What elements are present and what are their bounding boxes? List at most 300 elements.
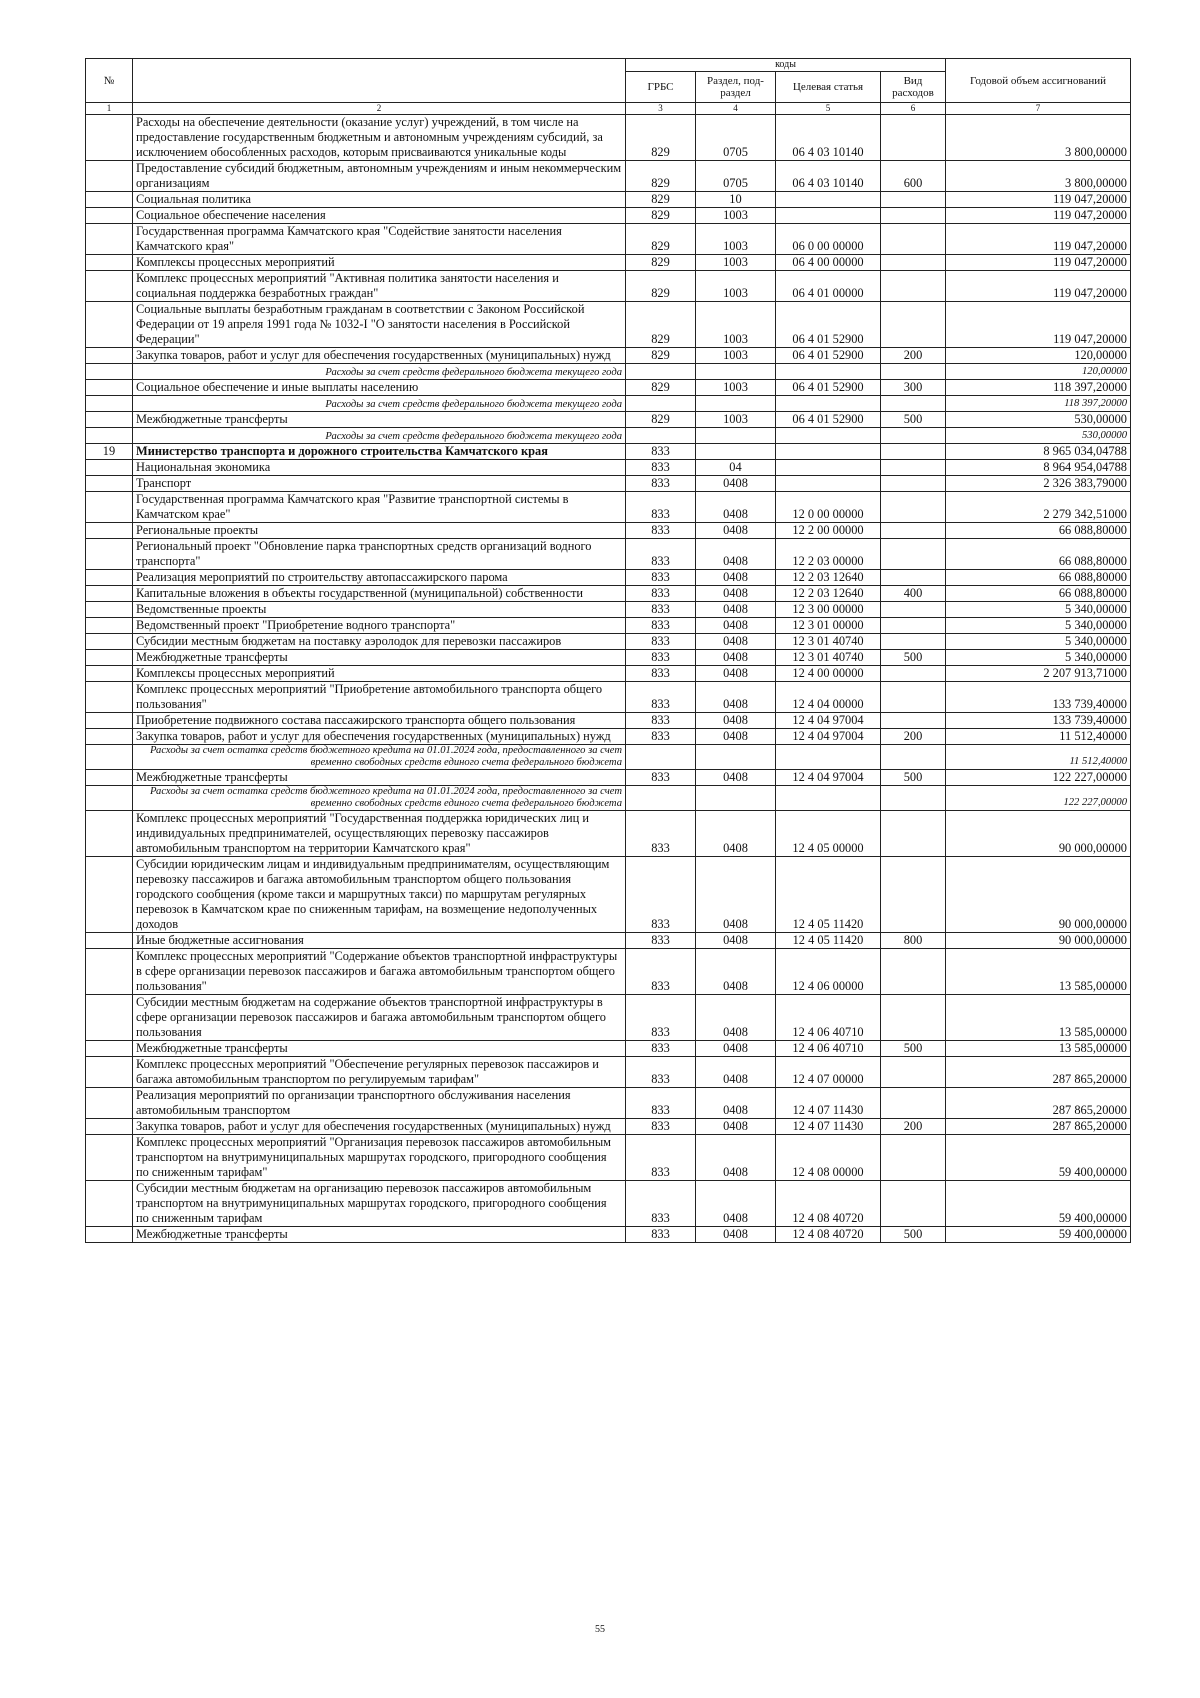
header-grbs: ГРБС: [626, 72, 696, 103]
row-number-cell: 19: [86, 444, 133, 460]
row-number-cell: [86, 255, 133, 271]
grbs-cell: 833: [626, 811, 696, 857]
column-number: 5: [776, 103, 881, 115]
expense-type-cell: [881, 523, 946, 539]
amount-cell: 118 397,20000: [946, 380, 1131, 396]
row-number-cell: [86, 995, 133, 1041]
note-text-cell: Расходы за счет средств федерального бюджета текущего года: [133, 364, 626, 380]
description-cell: Иные бюджетные ассигнования: [133, 933, 626, 949]
grbs-cell: 829: [626, 412, 696, 428]
amount-cell: 119 047,20000: [946, 224, 1131, 255]
row-number-cell: [86, 271, 133, 302]
grbs-cell: 833: [626, 523, 696, 539]
grbs-cell: 833: [626, 729, 696, 745]
table-row: [86, 380, 1131, 396]
target-article-cell: 12 4 08 40720: [776, 1181, 881, 1227]
expense-type-cell: [881, 224, 946, 255]
row-number-cell: [86, 192, 133, 208]
table-row: [86, 811, 1131, 857]
table-row: [86, 770, 1131, 786]
table-row: [86, 995, 1131, 1041]
amount-cell: 119 047,20000: [946, 192, 1131, 208]
target-article-cell: 12 4 06 40710: [776, 1041, 881, 1057]
amount-cell: 2 207 913,71000: [946, 666, 1131, 682]
section-cell: 04: [696, 460, 776, 476]
amount-cell: 2 279 342,51000: [946, 492, 1131, 523]
table-header: [86, 59, 1131, 115]
table-row: [86, 523, 1131, 539]
target-article-cell: 12 3 01 00000: [776, 618, 881, 634]
grbs-cell: 833: [626, 1227, 696, 1243]
row-number-cell: [86, 811, 133, 857]
target-article-cell: 12 4 05 11420: [776, 857, 881, 933]
amount-cell: 59 400,00000: [946, 1135, 1131, 1181]
row-number-cell: [86, 208, 133, 224]
grbs-cell: 833: [626, 770, 696, 786]
section-cell: [696, 364, 776, 380]
section-cell: [696, 745, 776, 770]
row-number-cell: [86, 933, 133, 949]
target-article-cell: 06 4 03 10140: [776, 161, 881, 192]
section-cell: 0408: [696, 1227, 776, 1243]
table-row: [86, 1119, 1131, 1135]
table-row: [86, 302, 1131, 348]
section-cell: 1003: [696, 412, 776, 428]
description-cell: Субсидии местным бюджетам на поставку аэролодок для перевозки пассажиров: [133, 634, 626, 650]
grbs-cell: [626, 396, 696, 412]
amount-cell: 66 088,80000: [946, 570, 1131, 586]
section-cell: 0408: [696, 1135, 776, 1181]
grbs-cell: 833: [626, 1057, 696, 1088]
amount-cell: 120,00000: [946, 348, 1131, 364]
description-cell: Региональные проекты: [133, 523, 626, 539]
description-cell: Социальное обеспечение населения: [133, 208, 626, 224]
table-row: [86, 476, 1131, 492]
row-number-cell: [86, 745, 133, 770]
table-row: [86, 224, 1131, 255]
amount-cell: 5 340,00000: [946, 650, 1131, 666]
header-annual-volume: Годовой объем ассигнований: [946, 59, 1131, 103]
description-cell: Региональный проект "Обновление парка транспортных средств организаций водного транспорта": [133, 539, 626, 570]
section-cell: 1003: [696, 302, 776, 348]
amount-cell: 66 088,80000: [946, 523, 1131, 539]
description-cell: Государственная программа Камчатского края "Развитие транспортной системы в Камчатском крае": [133, 492, 626, 523]
row-number-cell: [86, 666, 133, 682]
grbs-cell: 829: [626, 192, 696, 208]
grbs-cell: 833: [626, 634, 696, 650]
expense-type-cell: 500: [881, 650, 946, 666]
amount-cell: 90 000,00000: [946, 811, 1131, 857]
description-cell: Реализация мероприятий по организации транспортного обслуживания населения автомобильным транспортом: [133, 1088, 626, 1119]
description-cell: Расходы на обеспечение деятельности (оказание услуг) учреждений, в том числе на предоставление государственным бюджетным и автономным учреждениям субсидий, за исключением обособленных расходов, которым присваиваются уникальные коды: [133, 115, 626, 161]
section-cell: 0408: [696, 682, 776, 713]
table-row: [86, 208, 1131, 224]
row-number-cell: [86, 857, 133, 933]
description-cell: Межбюджетные трансферты: [133, 650, 626, 666]
table-row: [86, 192, 1131, 208]
row-number-cell: [86, 682, 133, 713]
grbs-cell: 829: [626, 224, 696, 255]
target-article-cell: 06 4 03 10140: [776, 115, 881, 161]
grbs-cell: [626, 786, 696, 811]
grbs-cell: 833: [626, 1119, 696, 1135]
description-cell: Социальная политика: [133, 192, 626, 208]
amount-cell: 5 340,00000: [946, 602, 1131, 618]
table-row: [86, 586, 1131, 602]
table-row: [86, 348, 1131, 364]
row-number-cell: [86, 348, 133, 364]
target-article-cell: 12 3 01 40740: [776, 634, 881, 650]
row-number-cell: [86, 618, 133, 634]
section-cell: 0408: [696, 602, 776, 618]
grbs-cell: 833: [626, 995, 696, 1041]
header-expense-type: Вид расходов: [881, 72, 946, 103]
target-article-cell: 12 2 03 12640: [776, 570, 881, 586]
target-article-cell: 12 2 03 00000: [776, 539, 881, 570]
table-row: [86, 255, 1131, 271]
grbs-cell: 833: [626, 539, 696, 570]
table-row: [86, 115, 1131, 161]
target-article-cell: 12 3 01 40740: [776, 650, 881, 666]
column-number: 1: [86, 103, 133, 115]
row-number-cell: [86, 602, 133, 618]
row-number-cell: [86, 1088, 133, 1119]
expense-type-cell: [881, 1135, 946, 1181]
table-row: [86, 539, 1131, 570]
grbs-cell: 833: [626, 586, 696, 602]
target-article-cell: 12 4 04 00000: [776, 682, 881, 713]
section-cell: 0408: [696, 933, 776, 949]
expense-type-cell: [881, 570, 946, 586]
funding-note-row: [86, 745, 1131, 770]
grbs-cell: 833: [626, 476, 696, 492]
note-text-cell: Расходы за счет средств федерального бюджета текущего года: [133, 396, 626, 412]
amount-cell: 287 865,20000: [946, 1057, 1131, 1088]
note-text-cell: Расходы за счет средств федерального бюджета текущего года: [133, 428, 626, 444]
grbs-cell: 833: [626, 933, 696, 949]
amount-cell: 8 964 954,04788: [946, 460, 1131, 476]
table-row: [86, 634, 1131, 650]
amount-cell: 13 585,00000: [946, 949, 1131, 995]
table-row: [86, 666, 1131, 682]
budget-table: [85, 58, 1131, 1243]
table-row: [86, 1088, 1131, 1119]
expense-type-cell: 600: [881, 161, 946, 192]
description-cell: Предоставление субсидий бюджетным, автономным учреждениям и иным некоммерческим организациям: [133, 161, 626, 192]
description-cell: Комплекс процессных мероприятий "Приобретение автомобильного транспорта общего пользования": [133, 682, 626, 713]
section-cell: 0408: [696, 1181, 776, 1227]
section-cell: 1003: [696, 208, 776, 224]
target-article-cell: 06 4 01 52900: [776, 412, 881, 428]
table-row: [86, 602, 1131, 618]
section-cell: 0408: [696, 949, 776, 995]
section-cell: 0705: [696, 115, 776, 161]
section-cell: 0408: [696, 492, 776, 523]
target-article-cell: 12 4 04 97004: [776, 729, 881, 745]
section-cell: [696, 786, 776, 811]
expense-type-cell: [881, 1088, 946, 1119]
expense-type-cell: [881, 857, 946, 933]
description-cell: Субсидии местным бюджетам на организацию перевозок пассажиров автомобильным транспортом на внутримуниципальных маршрутах городского, пригородного сообщения по сниженным тарифам: [133, 1181, 626, 1227]
target-article-cell: 12 3 00 00000: [776, 602, 881, 618]
amount-cell: 119 047,20000: [946, 208, 1131, 224]
description-cell: Ведомственный проект "Приобретение водного транспорта": [133, 618, 626, 634]
grbs-cell: 829: [626, 271, 696, 302]
row-number-cell: [86, 396, 133, 412]
amount-cell: 13 585,00000: [946, 995, 1131, 1041]
column-number: 4: [696, 103, 776, 115]
section-cell: 0408: [696, 476, 776, 492]
expense-type-cell: [881, 492, 946, 523]
target-article-cell: 12 0 00 00000: [776, 492, 881, 523]
section-cell: 0408: [696, 586, 776, 602]
target-article-cell: [776, 786, 881, 811]
table-row: [86, 682, 1131, 713]
note-text-cell: Расходы за счет остатка средств бюджетного кредита на 01.01.2024 года, предоставленного за счет временно свободных средств единого счета федерального бюджета: [133, 745, 626, 770]
expense-type-cell: 500: [881, 770, 946, 786]
row-number-cell: [86, 460, 133, 476]
section-cell: [696, 428, 776, 444]
target-article-cell: 06 4 00 00000: [776, 255, 881, 271]
grbs-cell: 833: [626, 682, 696, 713]
section-cell: 1003: [696, 224, 776, 255]
grbs-cell: 833: [626, 1088, 696, 1119]
target-article-cell: 12 4 05 00000: [776, 811, 881, 857]
section-cell: [696, 396, 776, 412]
grbs-cell: 829: [626, 208, 696, 224]
row-number-cell: [86, 1119, 133, 1135]
description-cell: Закупка товаров, работ и услуг для обеспечения государственных (муниципальных) нужд: [133, 729, 626, 745]
amount-cell: 133 739,40000: [946, 713, 1131, 729]
amount-cell: 530,00000: [946, 412, 1131, 428]
section-cell: 0408: [696, 729, 776, 745]
table-row: [86, 460, 1131, 476]
target-article-cell: 12 4 00 00000: [776, 666, 881, 682]
row-number-cell: [86, 1181, 133, 1227]
amount-cell: 287 865,20000: [946, 1088, 1131, 1119]
row-number-cell: [86, 650, 133, 666]
target-article-cell: [776, 460, 881, 476]
amount-cell: 59 400,00000: [946, 1181, 1131, 1227]
row-number-cell: [86, 364, 133, 380]
expense-type-cell: [881, 713, 946, 729]
expense-type-cell: [881, 364, 946, 380]
row-number-cell: [86, 1057, 133, 1088]
expense-type-cell: [881, 745, 946, 770]
grbs-cell: [626, 745, 696, 770]
amount-cell: 66 088,80000: [946, 586, 1131, 602]
expense-type-cell: [881, 444, 946, 460]
table-body: [86, 115, 1131, 1243]
amount-cell: 11 512,40000: [946, 729, 1131, 745]
table-row: [86, 949, 1131, 995]
target-article-cell: 06 4 01 52900: [776, 380, 881, 396]
grbs-cell: 829: [626, 255, 696, 271]
grbs-cell: 829: [626, 161, 696, 192]
row-number-cell: [86, 570, 133, 586]
description-cell: Субсидии юридическим лицам и индивидуальным предпринимателям, осуществляющим перевозку пассажиров и багажа автомобильным транспортом общего пользования городского сообщения (кроме такси и маршрутных такси) по маршрутам регулярных перевозок в Камчатском крае по сниженным тарифам, на возмещение недополученных доходов: [133, 857, 626, 933]
expense-type-cell: 500: [881, 1041, 946, 1057]
amount-cell: 5 340,00000: [946, 634, 1131, 650]
row-number-cell: [86, 729, 133, 745]
section-cell: 0408: [696, 650, 776, 666]
expense-type-cell: [881, 115, 946, 161]
description-cell: Комплекс процессных мероприятий "Организация перевозок пассажиров автомобильным транспортом на внутримуниципальных маршрутах городского, пригородного сообщения по сниженным тарифам": [133, 1135, 626, 1181]
note-amount-cell: 120,00000: [946, 364, 1131, 380]
target-article-cell: 12 4 07 11430: [776, 1088, 881, 1119]
expense-type-cell: [881, 208, 946, 224]
target-article-cell: 06 4 01 00000: [776, 271, 881, 302]
section-cell: 1003: [696, 271, 776, 302]
description-cell: Комплекс процессных мероприятий "Активная политика занятости населения и социальная поддержка безработных граждан": [133, 271, 626, 302]
expense-type-cell: [881, 1181, 946, 1227]
row-number-cell: [86, 586, 133, 602]
table-row: [86, 933, 1131, 949]
expense-type-cell: [881, 428, 946, 444]
target-article-cell: [776, 745, 881, 770]
expense-type-cell: [881, 192, 946, 208]
description-cell: Межбюджетные трансферты: [133, 1227, 626, 1243]
note-text-cell: Расходы за счет остатка средств бюджетного кредита на 01.01.2024 года, предоставленного за счет временно свободных средств единого счета федерального бюджета: [133, 786, 626, 811]
description-cell: Транспорт: [133, 476, 626, 492]
expense-type-cell: 500: [881, 412, 946, 428]
table-row: [86, 857, 1131, 933]
expense-type-cell: [881, 811, 946, 857]
target-article-cell: 06 4 01 52900: [776, 302, 881, 348]
description-cell: Национальная экономика: [133, 460, 626, 476]
row-number-cell: [86, 1135, 133, 1181]
section-cell: 0408: [696, 1057, 776, 1088]
row-number-cell: [86, 492, 133, 523]
expense-type-cell: [881, 786, 946, 811]
section-cell: 0408: [696, 857, 776, 933]
row-number-cell: [86, 380, 133, 396]
amount-cell: 90 000,00000: [946, 857, 1131, 933]
page-number: 55: [595, 1624, 605, 1635]
table-row: [86, 1057, 1131, 1088]
target-article-cell: 12 2 03 12640: [776, 586, 881, 602]
amount-cell: 59 400,00000: [946, 1227, 1131, 1243]
expense-type-cell: 300: [881, 380, 946, 396]
table-row: [86, 729, 1131, 745]
description-cell: Закупка товаров, работ и услуг для обеспечения государственных (муниципальных) нужд: [133, 1119, 626, 1135]
description-cell: Комплексы процессных мероприятий: [133, 255, 626, 271]
header-target-article: Целевая статья: [776, 72, 881, 103]
note-amount-cell: 118 397,20000: [946, 396, 1131, 412]
column-numbers-row: [86, 103, 1131, 115]
amount-cell: 133 739,40000: [946, 682, 1131, 713]
target-article-cell: 12 4 05 11420: [776, 933, 881, 949]
target-article-cell: 12 4 08 40720: [776, 1227, 881, 1243]
expense-type-cell: [881, 602, 946, 618]
amount-cell: 13 585,00000: [946, 1041, 1131, 1057]
grbs-cell: 833: [626, 444, 696, 460]
expense-type-cell: [881, 539, 946, 570]
funding-note-row: [86, 786, 1131, 811]
section-cell: 0408: [696, 523, 776, 539]
section-cell: 0408: [696, 666, 776, 682]
expense-type-cell: [881, 476, 946, 492]
table-row: [86, 1135, 1131, 1181]
table-row: [86, 271, 1131, 302]
section-cell: 0408: [696, 634, 776, 650]
description-cell: Министерство транспорта и дорожного строительства Камчатского края: [133, 444, 626, 460]
expense-type-cell: 400: [881, 586, 946, 602]
target-article-cell: [776, 476, 881, 492]
amount-cell: 90 000,00000: [946, 933, 1131, 949]
description-cell: Межбюджетные трансферты: [133, 412, 626, 428]
table-row: [86, 618, 1131, 634]
grbs-cell: 833: [626, 949, 696, 995]
note-amount-cell: 11 512,40000: [946, 745, 1131, 770]
grbs-cell: 833: [626, 570, 696, 586]
funding-note-row: [86, 428, 1131, 444]
grbs-cell: 833: [626, 618, 696, 634]
description-cell: Комплекс процессных мероприятий "Государственная поддержка юридических лиц и индивидуальных предпринимателей, осуществляющих перевозку пассажиров автомобильным транспортом на территории Камчатского края": [133, 811, 626, 857]
amount-cell: 66 088,80000: [946, 539, 1131, 570]
target-article-cell: 06 4 01 52900: [776, 348, 881, 364]
expense-type-cell: [881, 271, 946, 302]
description-cell: Закупка товаров, работ и услуг для обеспечения государственных (муниципальных) нужд: [133, 348, 626, 364]
grbs-cell: 829: [626, 115, 696, 161]
table-row: [86, 570, 1131, 586]
target-article-cell: [776, 364, 881, 380]
header-section: Раздел, под-раздел: [696, 72, 776, 103]
table-row: [86, 161, 1131, 192]
description-cell: Государственная программа Камчатского края "Содействие занятости населения Камчатского края": [133, 224, 626, 255]
row-number-cell: [86, 1041, 133, 1057]
amount-cell: 2 326 383,79000: [946, 476, 1131, 492]
description-cell: Субсидии местным бюджетам на содержание объектов транспортной инфраструктуры в сфере организации перевозок пассажиров и багажа автомобильным транспортом общего пользования: [133, 995, 626, 1041]
table-row: [86, 1181, 1131, 1227]
target-article-cell: 06 0 00 00000: [776, 224, 881, 255]
description-cell: Реализация мероприятий по строительству автопассажирского парома: [133, 570, 626, 586]
expense-type-cell: 500: [881, 1227, 946, 1243]
description-cell: Ведомственные проекты: [133, 602, 626, 618]
expense-type-cell: [881, 618, 946, 634]
target-article-cell: 12 4 08 00000: [776, 1135, 881, 1181]
note-amount-cell: 122 227,00000: [946, 786, 1131, 811]
amount-cell: 119 047,20000: [946, 271, 1131, 302]
row-number-cell: [86, 634, 133, 650]
section-cell: 10: [696, 192, 776, 208]
description-cell: Приобретение подвижного состава пассажирского транспорта общего пользования: [133, 713, 626, 729]
amount-cell: 3 800,00000: [946, 115, 1131, 161]
target-article-cell: [776, 208, 881, 224]
grbs-cell: 833: [626, 492, 696, 523]
expense-type-cell: [881, 682, 946, 713]
target-article-cell: 12 4 06 40710: [776, 995, 881, 1041]
row-number-cell: [86, 770, 133, 786]
amount-cell: 5 340,00000: [946, 618, 1131, 634]
expense-type-cell: [881, 634, 946, 650]
table-row: [86, 650, 1131, 666]
target-article-cell: 12 4 07 11430: [776, 1119, 881, 1135]
row-number-cell: [86, 161, 133, 192]
grbs-cell: 833: [626, 857, 696, 933]
expense-type-cell: 200: [881, 348, 946, 364]
expense-type-cell: [881, 1057, 946, 1088]
budget-table-container: [85, 58, 1130, 1243]
section-cell: 1003: [696, 255, 776, 271]
section-cell: [696, 444, 776, 460]
grbs-cell: 833: [626, 650, 696, 666]
row-number-cell: [86, 786, 133, 811]
description-cell: Комплексы процессных мероприятий: [133, 666, 626, 682]
funding-note-row: [86, 364, 1131, 380]
grbs-cell: [626, 428, 696, 444]
section-cell: 0408: [696, 770, 776, 786]
